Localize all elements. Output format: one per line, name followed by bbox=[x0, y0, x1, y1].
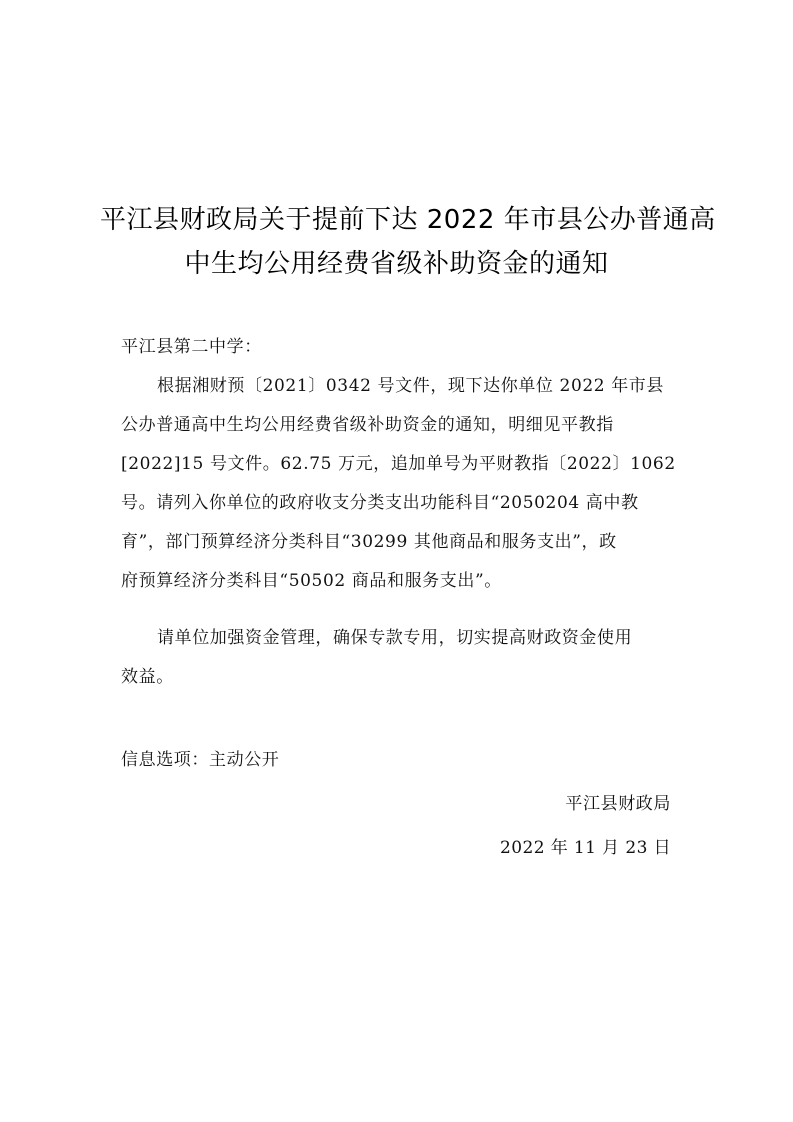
paragraph-line: 请单位加强资金管理，确保专款专用，切实提高财政资金使用 bbox=[157, 628, 633, 648]
document-title bbox=[100, 198, 716, 286]
title-line-2: 中生均公用经费省级补助资金的通知 bbox=[184, 249, 609, 279]
paragraph-line: 公办普通高中生均公用经费省级补助资金的通知，明细见平教指 bbox=[121, 415, 614, 435]
signature-date: 2022 年 11 月 23 日 bbox=[500, 838, 671, 858]
paragraph-line: [2022]15 号文件。62.75 万元，追加单号为平财教指〔2022〕1062 bbox=[121, 454, 676, 474]
paragraph-line: 府预算经济分类科目“50502 商品和服务支出”。 bbox=[121, 571, 502, 591]
info-disclosure-option: 信息选项：主动公开 bbox=[121, 750, 280, 770]
salutation: 平江县第二中学： bbox=[121, 337, 262, 357]
paragraph-line: 效益。 bbox=[121, 667, 174, 687]
paragraph-line: 号。请列入你单位的政府收支分类支出功能科目“2050204 高中教 bbox=[121, 493, 639, 513]
signature-organization: 平江县财政局 bbox=[565, 794, 671, 814]
paragraph-line: 育”，部门预算经济分类科目“30299 其他商品和服务支出”，政 bbox=[121, 532, 617, 552]
paragraph-line: 根据湘财预〔2021〕0342 号文件，现下达你单位 2022 年市县 bbox=[157, 376, 665, 396]
body-paragraph-2 bbox=[121, 619, 673, 697]
title-line-1: 平江县财政局关于提前下达 2022 年市县公办普通高 bbox=[100, 205, 716, 235]
body-paragraph-1 bbox=[121, 367, 676, 601]
